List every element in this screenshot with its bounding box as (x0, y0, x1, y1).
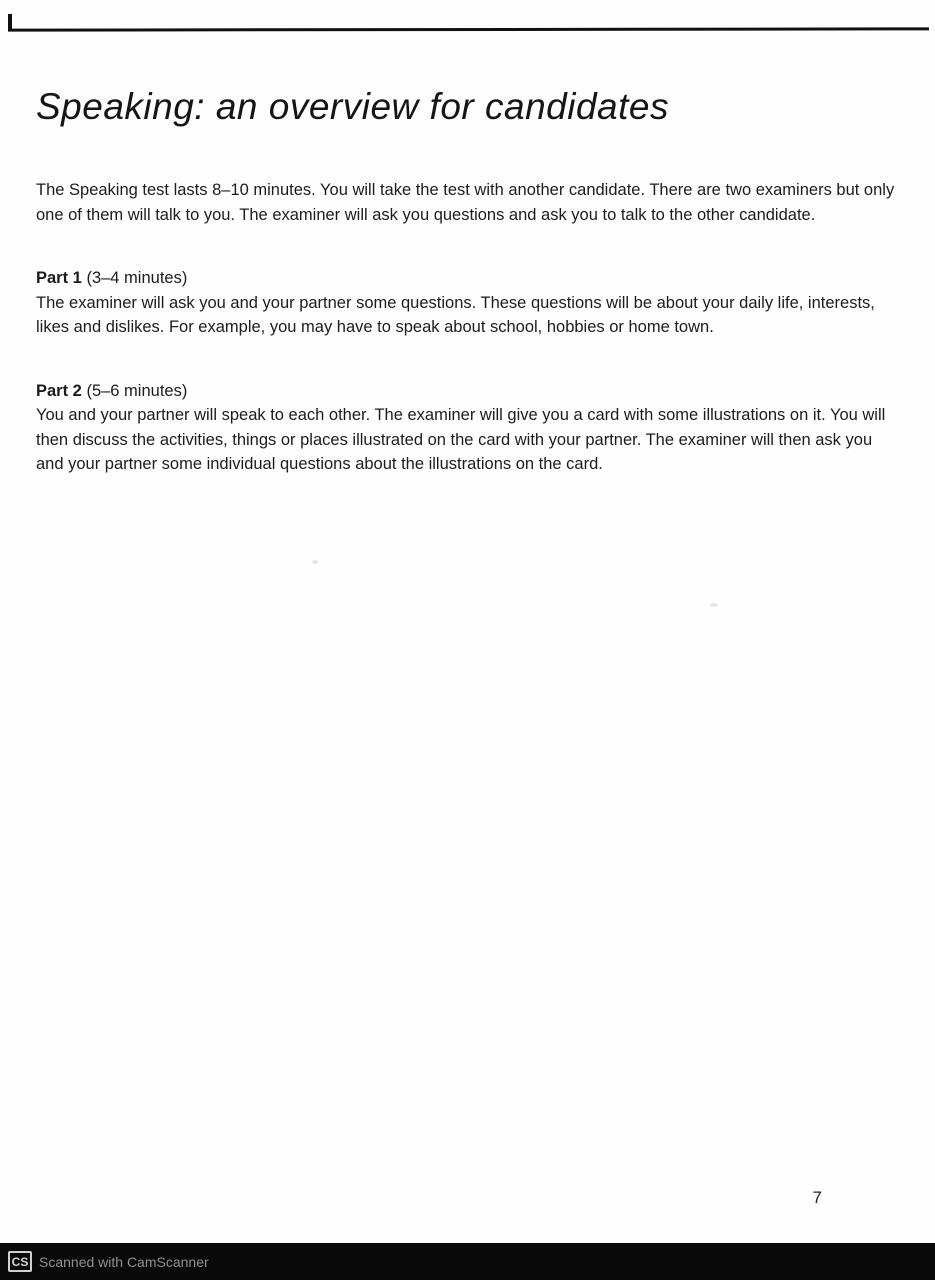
part-duration: (3–4 minutes) (81, 269, 188, 287)
section-part-1 (36, 227, 898, 340)
intro-paragraph: The Speaking test lasts 8–10 minutes. You will take the test with another candidate. There are two examiners but only one of them will talk to you. The examiner will ask you questions and ask you to talk to the other candidate. (36, 181, 895, 224)
page-title: Speaking: an overview for candidates (36, 86, 669, 127)
scan-smudge (312, 560, 318, 564)
camscanner-logo-icon: CS (8, 1251, 32, 1272)
section-heading (36, 227, 898, 291)
camscanner-footer (0, 1243, 935, 1280)
scan-smudge (710, 603, 718, 607)
section-body: The examiner will ask you and your partner some questions. These questions will be about your daily life, interests, likes and dislikes. For example, you may have to speak about school, hobbies or home town. (36, 293, 875, 336)
part-label: Part 1 (36, 269, 82, 287)
part-label: Part 2 (36, 381, 82, 400)
section-heading (36, 340, 898, 404)
scan-artifact-mark (8, 14, 12, 30)
camscanner-watermark-text: Scanned with CamScanner (39, 1253, 209, 1270)
page-number: 7 (812, 1188, 822, 1207)
section-part-2 (36, 340, 898, 477)
part-duration: (5–6 minutes) (81, 381, 188, 400)
section-body: You and your partner will speak to each other. The examiner will give you a card with some illustrations on it. You will then discuss the activities, things or places illustrated on the card with your partner. The examiner will then ask you and your partner some individual questions about the illustrations on the card. (36, 406, 886, 473)
page-content (36, 0, 898, 477)
